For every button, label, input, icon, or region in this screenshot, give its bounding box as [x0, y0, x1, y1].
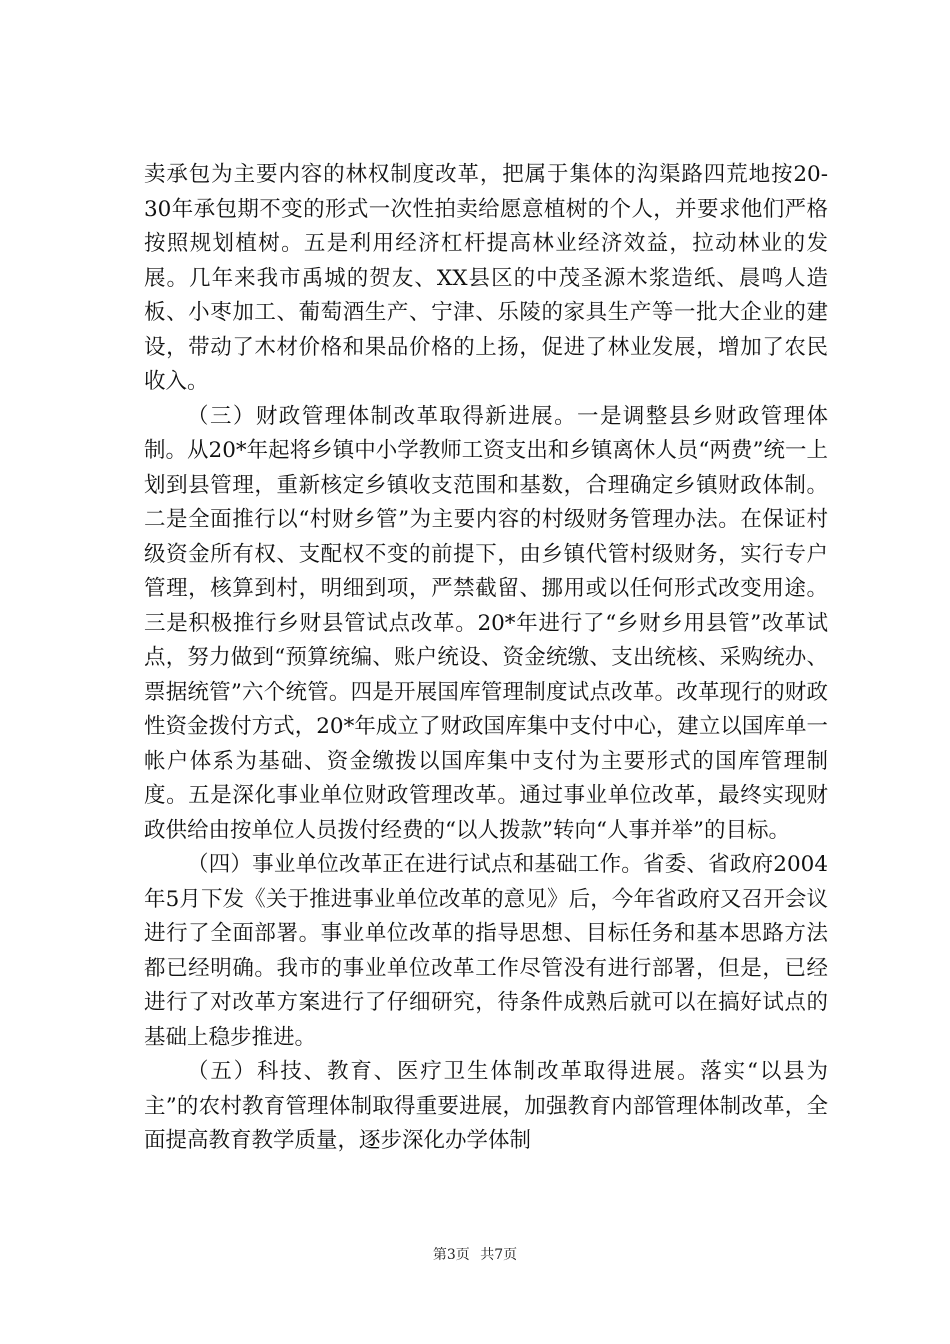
paragraph-public-institution-reform: （四）事业单位改革正在进行试点和基础工作。省委、省政府2004年5月下发《关于推进事业单位改革的意见》后，今年省政府又召开会议进行了全面部署。事业单位改革的指导思想、目标任务和基本思路方法都已经明确。我市的事业单位改革工作尽管没有进行部署，但是，已经进行了对改革方案进行了仔细研究，待条件成熟后就可以在搞好试点的基础上稳步推进。	[144, 852, 828, 1050]
paragraph-fiscal-reform: （三）财政管理体制改革取得新进展。一是调整县乡财政管理体制。从20*年起将乡镇中小学教师工资支出和乡镇离休人员“两费”统一上划到县管理，重新核定乡镇收支范围和基数，合理确定乡镇财政体制。二是全面推行以“村财乡管”为主要内容的村级财务管理办法。在保证村级资金所有权、支配权不变的前提下，由乡镇代管村级财务，实行专户管理，核算到村，明细到项，严禁截留、挪用或以任何形式改变用途。三是积极推行乡财县管试点改革。20*年进行了“乡财乡用县管”改革试点，努力做到“预算统编、账户统设、资金统缴、支出统核、采购统办、票据统管”六个统管。四是开展国库管理制度试点改革。改革现行的财政性资金拨付方式，20*年成立了财政国库集中支付中心，建立以国库单一帐户体系为基础、资金缴拨以国库集中支付为主要形式的国库管理制度。五是深化事业单位财政管理改革。通过事业单位改革，最终实现财政供给由按单位人员拨付经费的“以人拨款”转向“人事并举”的目标。	[144, 403, 828, 843]
document-body	[144, 158, 828, 1159]
page-total: 共7页	[480, 1247, 518, 1263]
paragraph-forestry-continued: 卖承包为主要内容的林权制度改革，把属于集体的沟渠路四荒地按20-30年承包期不变的形式一次性拍卖给愿意植树的个人，并要求他们严格按照规划植树。五是利用经济杠杆提高林业经济效益，拉动林业的发展。几年来我市禹城的贺友、XX县区的中茂圣源木浆造纸、晨鸣人造板、小枣加工、葡萄酒生产、宁津、乐陵的家具生产等一批大企业的建设，带动了木材价格和果品价格的上扬，促进了林业发展，增加了农民收入。	[144, 162, 828, 394]
page-footer	[0, 1244, 950, 1264]
paragraph-science-education-health-reform: （五）科技、教育、医疗卫生体制改革取得进展。落实“以县为主”的农村教育管理体制取得重要进展，加强教育内部管理体制改革，全面提高教育教学质量，逐步深化办学体制	[144, 1059, 828, 1153]
page-number: 第3页	[432, 1247, 470, 1263]
